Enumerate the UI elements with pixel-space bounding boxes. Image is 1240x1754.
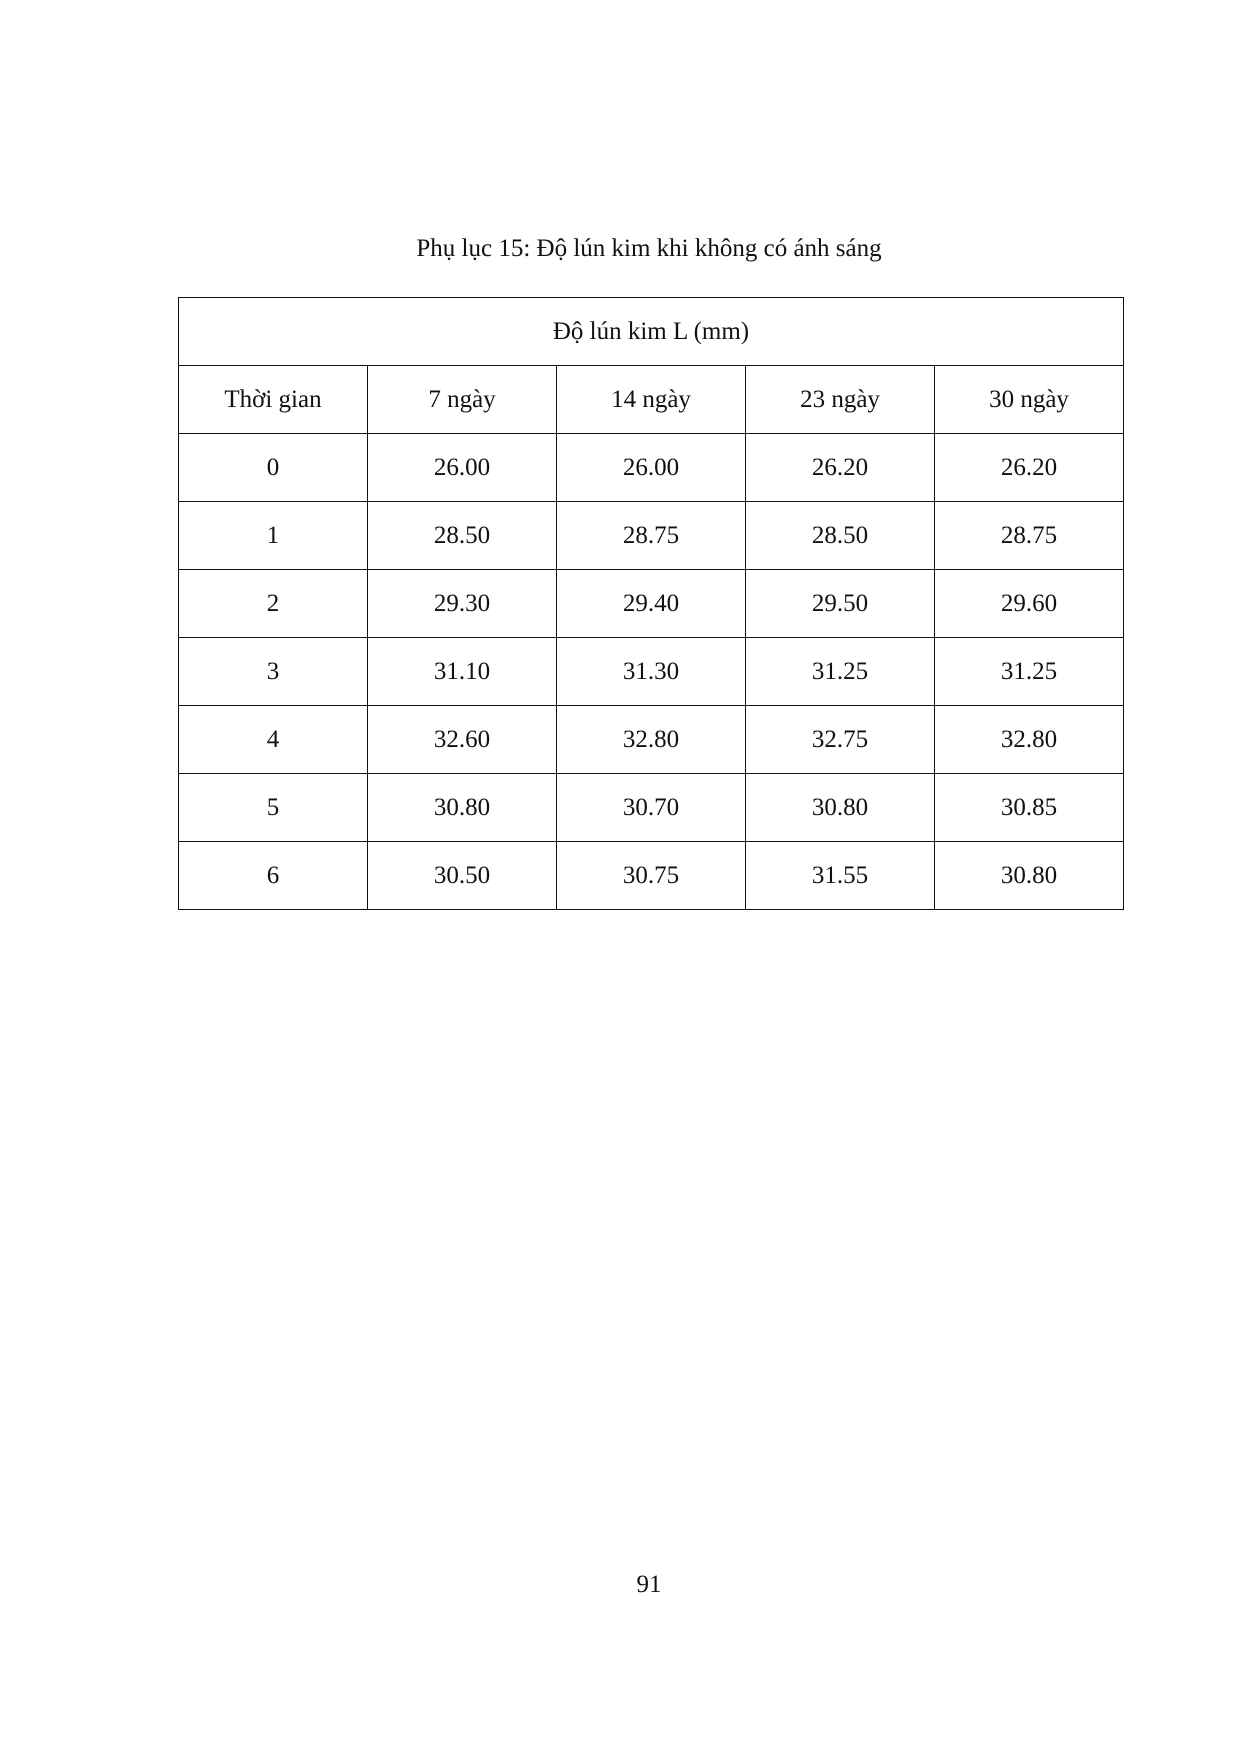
table-cell: 31.30 <box>557 638 746 706</box>
table-cell: 29.40 <box>557 570 746 638</box>
group-header-cell: Độ lún kim L (mm) <box>179 298 1124 366</box>
table-row <box>179 434 1124 502</box>
table-cell: 30.80 <box>368 774 557 842</box>
column-header-row <box>179 366 1124 434</box>
table-cell: 5 <box>179 774 368 842</box>
table-cell: 2 <box>179 570 368 638</box>
table-cell: 4 <box>179 706 368 774</box>
table-cell: 30.75 <box>557 842 746 910</box>
table-cell: 31.25 <box>746 638 935 706</box>
table-cell: 29.60 <box>935 570 1124 638</box>
table-cell: 26.00 <box>557 434 746 502</box>
table-cell: 26.00 <box>368 434 557 502</box>
column-header-7-days: 7 ngày <box>368 366 557 434</box>
table-cell: 28.75 <box>557 502 746 570</box>
column-header-30-days: 30 ngày <box>935 366 1124 434</box>
table-row <box>179 638 1124 706</box>
table-cell: 0 <box>179 434 368 502</box>
table-cell: 31.55 <box>746 842 935 910</box>
table-row <box>179 774 1124 842</box>
table-row <box>179 706 1124 774</box>
table-cell: 26.20 <box>746 434 935 502</box>
table-cell: 28.75 <box>935 502 1124 570</box>
table-row <box>179 502 1124 570</box>
table-cell: 28.50 <box>746 502 935 570</box>
table-cell: 32.80 <box>557 706 746 774</box>
table-cell: 32.60 <box>368 706 557 774</box>
table-cell: 30.80 <box>746 774 935 842</box>
table-cell: 30.80 <box>935 842 1124 910</box>
table-cell: 28.50 <box>368 502 557 570</box>
table-cell: 31.25 <box>935 638 1124 706</box>
table-cell: 30.70 <box>557 774 746 842</box>
group-header-row <box>179 298 1124 366</box>
table-row <box>179 570 1124 638</box>
page-number: 91 <box>636 1571 662 1598</box>
table-cell: 32.75 <box>746 706 935 774</box>
data-table <box>178 297 1124 910</box>
column-header-23-days: 23 ngày <box>746 366 935 434</box>
column-header-14-days: 14 ngày <box>557 366 746 434</box>
table-cell: 6 <box>179 842 368 910</box>
table-cell: 26.20 <box>935 434 1124 502</box>
table-cell: 29.30 <box>368 570 557 638</box>
table-row <box>179 842 1124 910</box>
table-cell: 32.80 <box>935 706 1124 774</box>
table-cell: 1 <box>179 502 368 570</box>
column-header-time: Thời gian <box>179 366 368 434</box>
table-cell: 29.50 <box>746 570 935 638</box>
table-cell: 30.50 <box>368 842 557 910</box>
table-cell: 31.10 <box>368 638 557 706</box>
table-cell: 30.85 <box>935 774 1124 842</box>
table-cell: 3 <box>179 638 368 706</box>
table-caption: Phụ lục 15: Độ lún kim khi không có ánh sáng <box>416 235 882 262</box>
